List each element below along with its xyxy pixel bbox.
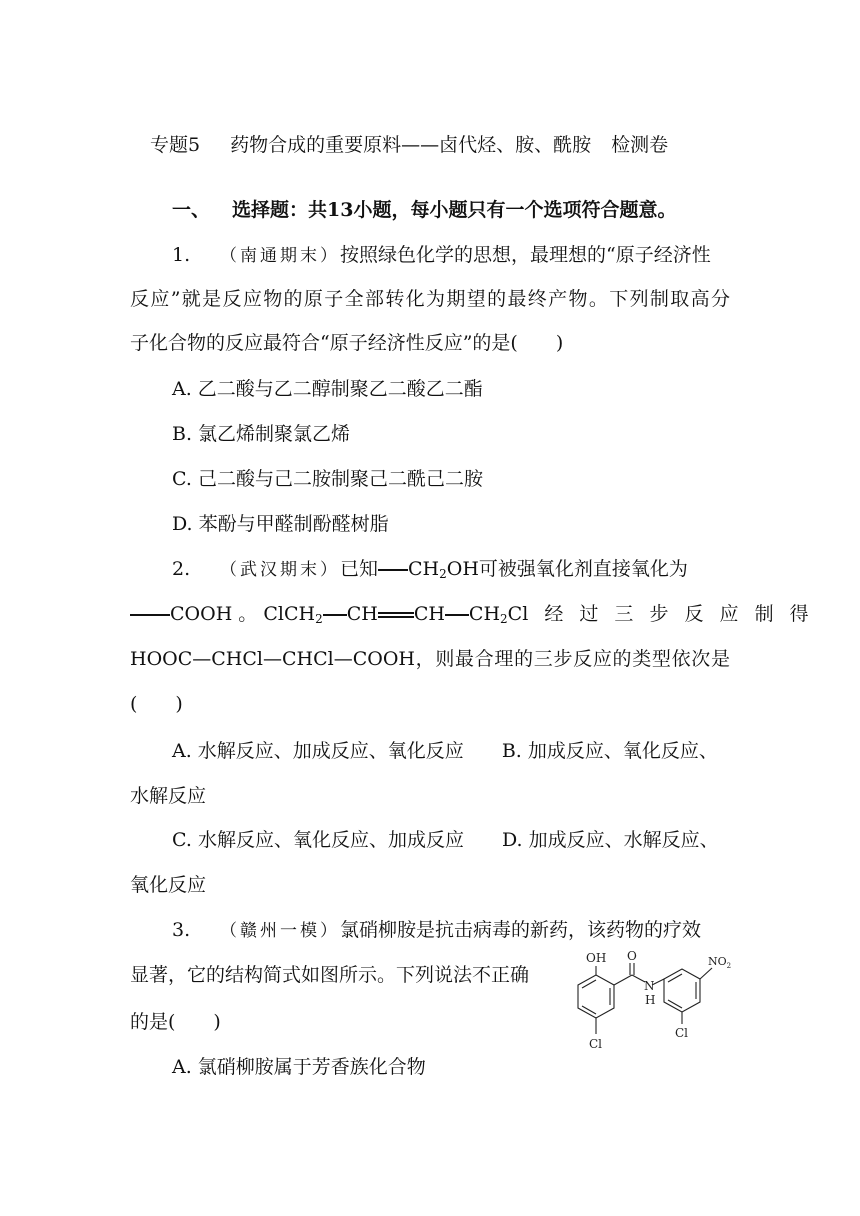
q2-option-d-cont: 氧化反应 [130,874,207,896]
q2-ch: CH [413,603,445,625]
q1-line-2: 反应”就是反应物的原子全部转化为期望的最终产物。下列制取高分 [130,288,730,310]
benzene-ring-left [578,975,614,1018]
q2-text-known: 已知 [340,558,379,580]
q3-line-1 [172,916,701,945]
q1-option-b: B. 氯乙烯制聚氯乙烯 [172,423,351,445]
double-bond-icon [378,610,414,620]
q1-option-c: C. 己二酸与己二胺制聚己二酰己二胺 [172,468,483,490]
page-title [150,131,668,159]
q2-options-cd [172,826,719,854]
label-oh: OH [586,951,607,965]
q2-option-c: C. 水解反应、氧化反应、加成反应 [172,829,464,851]
q3-line-3: 的是( ) [130,1011,221,1033]
label-no2: $NO_2$ [708,955,732,970]
q2-number: 2. [172,558,191,580]
section-text: 选择题：共13小题，每小题只有一个选项符合题意。 [232,199,677,221]
q2-option-d: D. 加成反应、水解反应、 [501,829,719,851]
bond-single [323,614,347,616]
q3-source: （赣州一模） [220,921,340,941]
q1-line-1 [172,241,711,270]
q2-option-b: B. 加成反应、氧化反应、 [501,740,718,762]
label-cl-right: Cl [675,1026,689,1040]
section-heading [172,196,676,224]
q2-text-cl: Cl 经 过 三 步 反 应 制 得 [507,603,809,625]
q2-sub: 2 [439,567,447,581]
q2-options-ab [172,737,718,765]
label-cl-bottom: Cl [589,1037,603,1051]
q2-sub: 2 [500,612,508,626]
q2-ch2: CH [408,558,440,580]
chemical-structure-diagram [560,948,750,1063]
q3-number: 3. [172,919,191,941]
q2-option-b-cont: 水解反应 [130,785,207,807]
q1-source: （南通期末） [220,246,340,266]
q2-source: （武汉期末） [220,560,340,580]
bond-single [378,569,408,571]
q2-line-2 [130,600,809,628]
bond-single [445,614,469,616]
q2-line-3: HOOC—CHCl—CHCl—COOH，则最合理的三步反应的类型依次是 [130,648,730,670]
q2-line-4: ( ) [130,693,183,715]
title-main: 药物合成的重要原料——卤代烃、胺、酰胺 [230,134,592,156]
section-number: 一、 [172,199,211,221]
q2-sub: 2 [315,612,323,626]
q2-cooh: COOH 。 ClCH [170,603,316,625]
q2-ch: CH [346,603,378,625]
label-h: H [645,993,656,1007]
q1-option-a: A. 乙二酸与乙二醇制聚乙二酸乙二酯 [172,378,483,400]
label-o: O [627,949,637,963]
q3-text-1: 氯硝柳胺是抗击病毒的新药，该药物的疗效 [340,919,702,941]
q3-option-a: A. 氯硝柳胺属于芳香族化合物 [172,1056,426,1078]
q1-number: 1. [172,244,191,266]
q1-text-1: 按照绿色化学的思想，最理想的“原子经济性 [340,244,711,266]
q1-line-3: 子化合物的反应最符合“原子经济性反应”的是( ) [130,332,564,354]
label-n: N [644,979,655,993]
q2-ch: CH [468,603,501,625]
title-topic: 专题5 [150,134,201,156]
q1-option-d: D. 苯酚与甲醛制酚醛树脂 [172,513,389,535]
q2-option-a: A. 水解反应、加成反应、氧化反应 [172,740,464,762]
title-suffix: 检测卷 [611,134,669,156]
q2-line-1 [172,555,688,584]
q3-line-2: 显著，它的结构简式如图所示。下列说法不正确 [130,964,530,986]
benzene-ring-right [664,969,700,1012]
bond-single [130,614,170,616]
q2-text-oh: OH可被强氧化剂直接氧化为 [446,558,688,580]
